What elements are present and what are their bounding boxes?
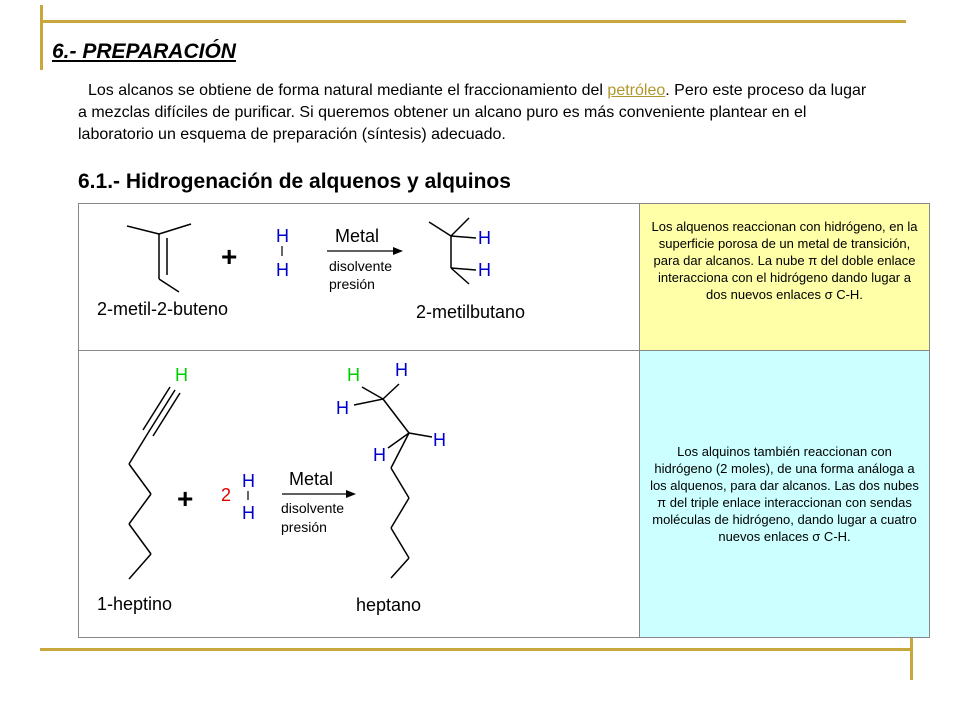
hydrogen-atom-bottom: H xyxy=(276,260,289,280)
reaction-row-alkyne xyxy=(79,351,929,637)
decorative-rule-bottom xyxy=(40,648,912,651)
decorative-rule-top xyxy=(40,20,906,23)
alkene-description: Los alquenos reaccionan con hidrógeno, en la superficie porosa de un metal de transición, para dar alcanos. La nube π del doble enlace interacciona con el hidrógeno dando lugar a dos nuevos enlaces σ C-H. xyxy=(651,219,918,302)
alkene-product-name: 2-metilbutano xyxy=(416,302,526,322)
product-hydrogen-2: H xyxy=(478,260,491,280)
decorative-rule-left xyxy=(40,5,43,70)
hydrogen-atom-top-2: H xyxy=(242,471,255,491)
heptane-structure xyxy=(354,384,432,578)
reaction-arrow-2 xyxy=(282,490,356,498)
reaction-row-alkene xyxy=(79,204,929,351)
alkyne-description-cell xyxy=(639,351,929,637)
alkyne-description: Los alquinos también reaccionan con hidrógeno (2 moles), de una forma análoga a los alquenos, para dar alcanos. Las dos nubes π del triple enlace interaccionan con sendas moléculas de hidrógeno, dando lugar a cuatro nuevos enlaces σ C-H. xyxy=(650,444,919,544)
catalyst-label-2: Metal xyxy=(289,469,334,489)
product-hydrogen-1: H xyxy=(478,228,491,248)
plus-sign-2: + xyxy=(177,483,194,514)
catalyst-label: Metal xyxy=(335,226,380,246)
2-methylbutane-structure xyxy=(429,218,476,284)
alkene-description-cell xyxy=(639,204,929,350)
2-methyl-2-butene-structure xyxy=(127,224,191,292)
plus-sign: + xyxy=(221,241,238,272)
reaction-arrow xyxy=(327,247,403,255)
alkyne-reactant-name: 1-heptino xyxy=(97,594,173,614)
section-title: 6.- PREPARACIÓN xyxy=(52,40,236,63)
1-heptyne-structure xyxy=(129,387,180,579)
hydrogen-atom-bottom-2: H xyxy=(242,503,255,523)
heptane-hydrogen-1: H xyxy=(347,365,360,385)
intro-text-start: Los alcanos se obtiene de forma natural mediante el fraccionamiento del xyxy=(88,82,608,99)
alkyne-reaction-drawing xyxy=(79,351,639,637)
alkyne-product-name: heptano xyxy=(356,595,422,615)
heptane-hydrogen-5: H xyxy=(373,445,386,465)
alkyne-terminal-hydrogen: H xyxy=(175,365,188,385)
pressure-label: presión xyxy=(329,276,375,292)
alkene-reaction-drawing xyxy=(79,204,639,350)
subsection-title: 6.1.- Hidrogenación de alquenos y alquinos xyxy=(78,170,511,193)
alkyne-reaction-svg xyxy=(79,351,639,637)
solvent-label-2: disolvente xyxy=(281,500,345,516)
alkene-reactant-name: 2-metil-2-buteno xyxy=(97,299,229,319)
intro-text-end: . Pero este proceso da lugar a mezclas difíciles de purificar. Si queremos obtener un alcano puro es más conveniente plantear en el laboratorio un esquema de preparación (síntesis) adecuado. xyxy=(78,82,867,143)
heptane-hydrogen-2: H xyxy=(395,360,408,380)
hydrogen-atom-top: H xyxy=(276,226,289,246)
reaction-table xyxy=(78,203,930,638)
petroleo-link[interactable]: petróleo xyxy=(607,82,666,99)
heptane-hydrogen-3: H xyxy=(336,398,349,418)
intro-paragraph xyxy=(78,80,868,146)
alkene-reaction-svg xyxy=(79,204,639,350)
heptane-hydrogen-4: H xyxy=(433,430,446,450)
solvent-label: disolvente xyxy=(329,258,393,274)
pressure-label-2: presión xyxy=(281,519,327,535)
stoichiometric-coefficient: 2 xyxy=(221,485,232,505)
